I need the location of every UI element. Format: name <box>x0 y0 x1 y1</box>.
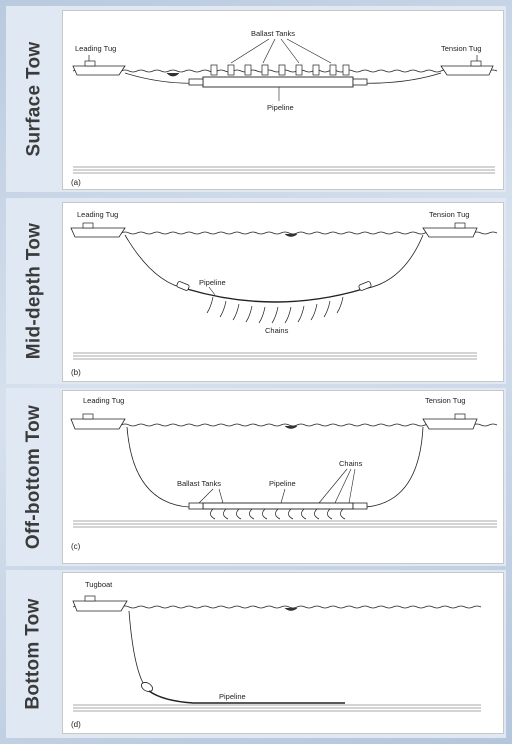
tow-line <box>129 611 143 683</box>
ballast-tank-right <box>353 503 367 509</box>
wave-marker <box>285 608 297 611</box>
tension-tug-label: Tension Tug <box>429 210 470 219</box>
leading-tug-label: Leading Tug <box>83 396 125 405</box>
side-label-surface-tow <box>6 6 62 192</box>
pipeline <box>203 503 353 509</box>
panel-mid-depth-tow <box>6 198 506 384</box>
panel-tag: (d) <box>71 720 81 729</box>
ballast-tank-left <box>189 503 203 509</box>
leading-tug-label: Leading Tug <box>75 44 117 53</box>
leading-tug-icon <box>71 223 125 237</box>
chains <box>210 509 345 519</box>
side-label-text: Bottom Tow <box>23 598 44 710</box>
side-label-mid-depth-tow <box>6 198 62 384</box>
pipeline <box>203 77 353 87</box>
pipeline-end-left <box>189 79 203 85</box>
tugboat-icon <box>73 596 127 611</box>
side-label-off-bottom-tow <box>6 388 62 566</box>
ballast-tanks <box>211 65 349 75</box>
pipeline-float-left <box>176 281 189 291</box>
pipeline-end-right <box>353 79 367 85</box>
chains-label: Chains <box>265 326 289 335</box>
pipeline-label: Pipeline <box>267 103 294 112</box>
pipeline <box>149 691 345 703</box>
side-label-text: Mid-depth Tow <box>23 222 45 360</box>
tugboat-label: Tugboat <box>85 580 113 589</box>
pipeline <box>187 289 363 302</box>
pipeline-label: Pipeline <box>219 692 246 701</box>
seabed <box>73 353 477 359</box>
tension-tug-icon <box>423 414 477 429</box>
tow-line-left <box>127 427 189 507</box>
pipeline-label: Pipeline <box>199 278 226 287</box>
panel-tag: (c) <box>71 542 81 551</box>
tow-line-right <box>365 427 423 507</box>
panel-off-bottom-tow <box>6 388 506 566</box>
ballast-tanks-leaders <box>231 39 331 63</box>
seabed <box>73 521 497 527</box>
diagram-off-bottom-tow <box>62 390 504 564</box>
panel-tag: (b) <box>71 368 81 377</box>
pipeline-catenary <box>125 235 187 289</box>
pipeline-float <box>140 681 154 694</box>
tension-tug-label: Tension Tug <box>425 396 466 405</box>
side-label-text: Surface Tow <box>23 41 44 157</box>
wave-marker <box>167 73 179 76</box>
pipeline-catenary <box>363 235 423 289</box>
leading-tug-icon <box>73 55 125 75</box>
side-label-text: Off-bottom Tow <box>23 404 44 550</box>
chains <box>207 297 343 323</box>
diagram-mid-depth-tow <box>62 202 504 382</box>
wave-marker <box>285 234 297 237</box>
pipeline-label: Pipeline <box>269 479 296 488</box>
water-surface <box>73 606 481 608</box>
diagram-bottom-tow <box>62 572 504 734</box>
ballast-tanks-label: Ballast Tanks <box>177 479 222 488</box>
chains-label: Chains <box>339 459 363 468</box>
leading-tug-icon <box>71 414 125 429</box>
panel-bottom-tow <box>6 570 506 738</box>
tension-tug-label: Tension Tug <box>441 44 482 53</box>
side-label-bottom-tow <box>6 570 62 738</box>
panel-tag: (a) <box>71 178 81 187</box>
seabed <box>73 167 495 173</box>
leading-tug-label: Leading Tug <box>77 210 119 219</box>
diagram-surface-tow <box>62 10 504 190</box>
tension-tug-icon <box>441 55 493 75</box>
ballast-tanks-label: Ballast Tanks <box>251 29 296 38</box>
tension-tug-icon <box>423 223 477 237</box>
pipeline-float-right <box>358 281 371 291</box>
seabed <box>73 705 481 711</box>
wave-marker <box>285 426 297 429</box>
panel-surface-tow <box>6 6 506 192</box>
